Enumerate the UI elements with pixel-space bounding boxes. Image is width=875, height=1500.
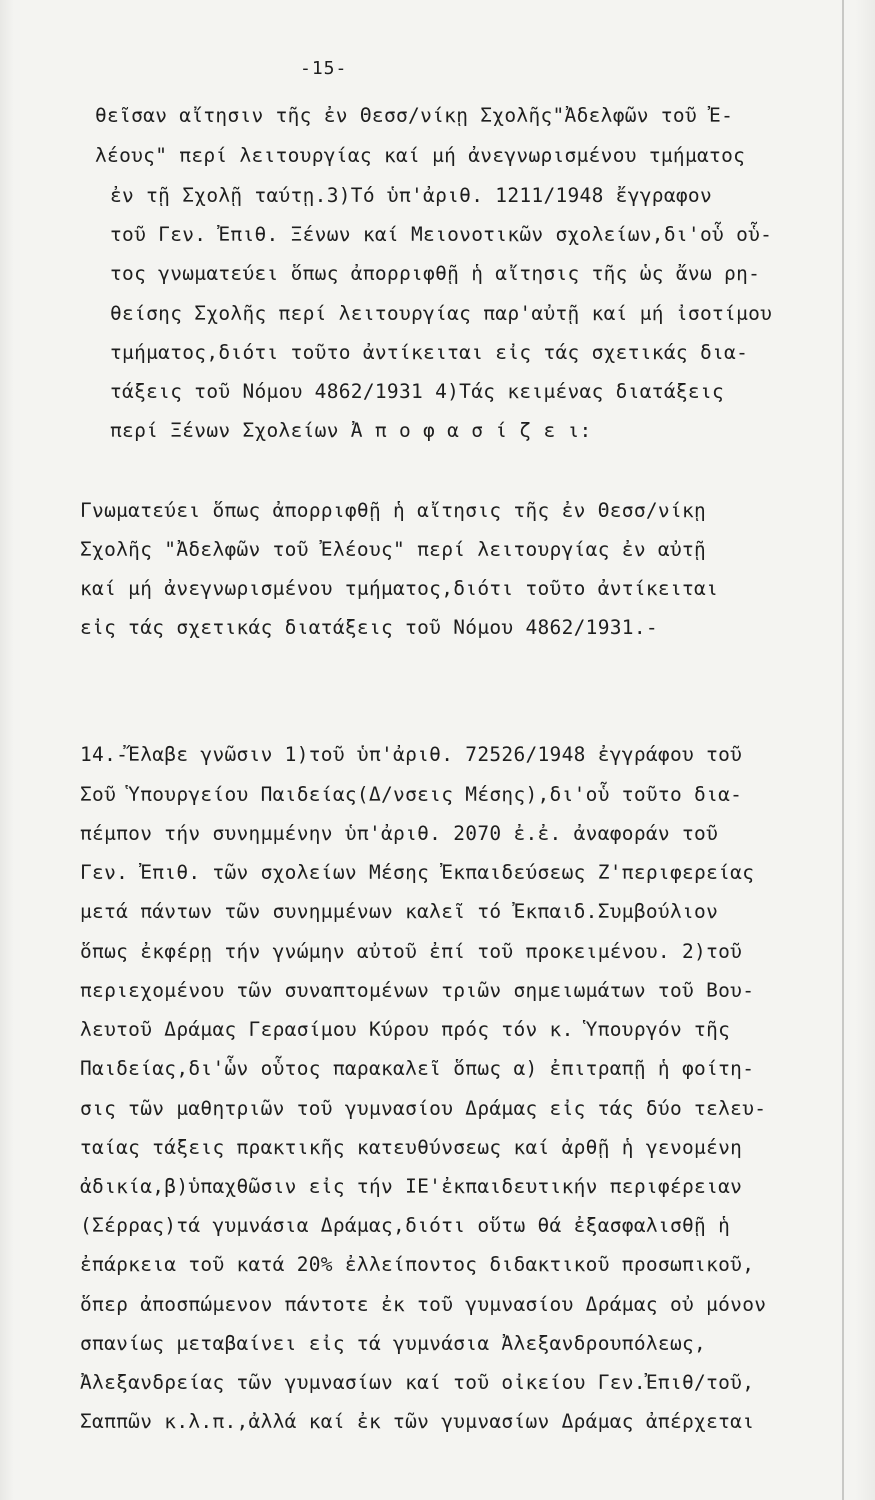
text-line: Σχολῆς "Ἀδελφῶν τοῦ Ἐλέους" περί λειτουργίας ἐν αὐτῇ: [80, 538, 707, 561]
text-line: περιεχομένου τῶν συναπτομένων τριῶν σημειωμάτων τοῦ Βου-: [80, 979, 755, 1002]
text-line: τμήματος,διότι τοῦτο ἀντίκειται εἰς τάς σχετικάς δια-: [110, 341, 749, 364]
text-line: (Σέρρας)τά γυμνάσια Δράμας,διότι οὕτω θά ἐξασφαλισθῇ ἡ: [80, 1214, 731, 1237]
text-line: εἰς τάς σχετικάς διατάξεις τοῦ Νόμου 4862/1931.-: [80, 616, 658, 639]
page-edge-line: [842, 0, 844, 1500]
page-number: -15-: [300, 58, 348, 79]
text-line: Σοῦ Ὑπουργείου Παιδείας(Δ/νσεις Μέσης),δι'οὗ τοῦτο δια-: [80, 783, 743, 806]
text-line: Γνωματεύει ὅπως ἀπορριφθῇ ἡ αἴτησις τῆς ἐν Θεσσ/νίκῃ: [80, 499, 707, 522]
text-line: σπανίως μεταβαίνει εἰς τά γυμνάσια Ἀλεξανδρουπόλεως,: [80, 1332, 707, 1355]
text-line: περί Ξένων Σχολείων Ἀ π ο φ α σ ί ζ ε ι:: [110, 419, 592, 442]
text-line: τάξεις τοῦ Νόμου 4862/1931 4)Τάς κειμένας διατάξεις: [110, 380, 725, 403]
text-line: θείσης Σχολῆς περί λειτουργίας παρ'αὐτῇ καί μή ἰσοτίμου: [110, 302, 773, 325]
text-line: Παιδείας,δι'ὧν οὗτος παρακαλεῖ ὅπως α) ἐπιτραπῇ ἡ φοίτη-: [80, 1057, 755, 1080]
text-line: θεῖσαν αἴτησιν τῆς ἐν Θεσσ/νίκῃ Σχολῆς"Ἀδελφῶν τοῦ Ἐ-: [95, 104, 734, 127]
text-line: πέμπον τήν συνημμένην ὑπ'ἀριθ. 2070 ἐ.ἐ. ἀναφοράν τοῦ: [80, 822, 719, 845]
text-line: ταίας τάξεις πρακτικῆς κατευθύνσεως καί ἀρθῇ ἡ γενομένη: [80, 1136, 743, 1159]
text-line: ὅπερ ἀποσπώμενον πάντοτε ἐκ τοῦ γυμνασίου Δράμας οὐ μόνον: [80, 1293, 767, 1316]
text-line: καί μή ἀνεγνωρισμένου τμήματος,διότι τοῦτο ἀντίκειται: [80, 577, 719, 600]
text-line: 14.-Ἔλαβε γνῶσιν 1)τοῦ ὑπ'ἀριθ. 72526/1948 ἐγγράφου τοῦ: [80, 743, 743, 766]
text-line: ἀδικία,β)ὑπαχθῶσιν εἰς τήν ΙΕ'ἐκπαιδευτικήν περιφέρειαν: [80, 1175, 743, 1198]
text-line: Ἀλεξανδρείας τῶν γυμνασίων καί τοῦ οἰκείου Γεν.Ἐπιθ/τοῦ,: [80, 1371, 755, 1394]
text-line: τοῦ Γεν. Ἐπιθ. Ξένων καί Μειονοτικῶν σχολείων,δι'οὗ οὗ-: [110, 223, 773, 246]
text-line: λέους" περί λειτουργίας καί μή ἀνεγνωρισμένου τμήματος: [95, 144, 746, 167]
text-line: σις τῶν μαθητριῶν τοῦ γυμνασίου Δράμας εἰς τάς δύο τελευ-: [80, 1097, 767, 1120]
text-line: λευτοῦ Δράμας Γερασίμου Κύρου πρός τόν κ. Ὑπουργόν τῆς: [80, 1018, 731, 1041]
text-line: Γεν. Ἐπιθ. τῶν σχολείων Μέσης Ἐκπαιδεύσεως Ζ'περιφερείας: [80, 861, 755, 884]
text-line: μετά πάντων τῶν συνημμένων καλεῖ τό Ἐκπαιδ.Συμβούλιον: [80, 900, 719, 923]
text-line: τος γνωματεύει ὅπως ἀπορριφθῇ ἡ αἴτησις τῆς ὡς ἄνω ρη-: [110, 262, 761, 285]
text-line: ὅπως ἐκφέρῃ τήν γνώμην αὐτοῦ ἐπί τοῦ προκειμένου. 2)τοῦ: [80, 940, 743, 963]
text-line: ἐπάρκεια τοῦ κατά 20% ἐλλείποντος διδακτικοῦ προσωπικοῦ,: [80, 1253, 755, 1276]
text-line: Σαππῶν κ.λ.π.,ἀλλά καί ἐκ τῶν γυμνασίων Δράμας ἀπέρχεται: [80, 1410, 755, 1433]
text-line: ἐν τῇ Σχολῇ ταύτῃ.3)Τό ὑπ'ἀριθ. 1211/1948 ἔγγραφον: [110, 184, 712, 207]
